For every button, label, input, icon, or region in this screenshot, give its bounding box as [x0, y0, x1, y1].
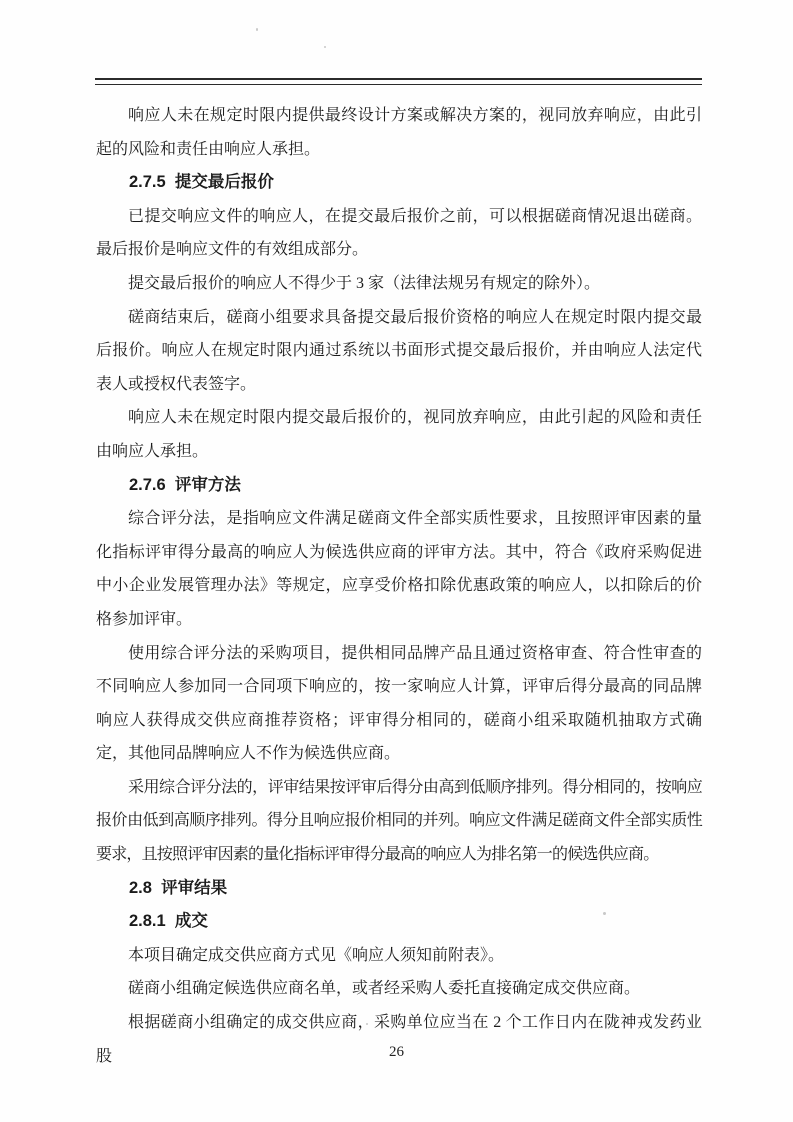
header-double-rule: [95, 78, 702, 85]
paragraph-candidate-list: 磋商小组确定候选供应商名单，或者经采购人委托直接确定成交供应商。: [128, 980, 641, 998]
paragraph-same-brand-rule: 使用综合评分法的采购项目，提供相同品牌产品且通过资格审查、符合性审查的不同响应人参加同一合同项下响应的，按一家响应人计算，评审后得分最高的同品牌响应人获得成交供应商推荐资格；评审得分相同的，磋商小组采取随机抽取方式确定，其他同品牌响应人不作为候选供应商。: [96, 644, 702, 763]
section-heading-2-7-5: 2.7.5 提交最后报价: [129, 173, 274, 192]
section-heading-2-8-1: 2.8.1 成交: [129, 912, 208, 931]
section-heading-2-7-6: 2.7.6 评审方法: [129, 475, 241, 494]
page-number: 26: [389, 1044, 404, 1060]
paragraph-final-quote-waiver: 响应人未在规定时限内提交最后报价的，视同放弃响应，由此引起的风险和责任由响应人承担。: [96, 409, 702, 460]
scan-speck: [324, 46, 326, 48]
paragraph-ranking-rule: 采用综合评分法的，评审结果按评审后得分由高到低顺序排列。得分相同的，按响应报价由低到高顺序排列。得分且响应报价相同的并列。响应文件满足磋商文件全部实质性要求，且按照评审因素的量化指标评审得分最高的响应人为排名第一的候选供应商。: [96, 778, 702, 864]
paragraph-final-design-waiver: 响应人未在规定时限内提供最终设计方案或解决方案的，视同放弃响应，由此引起的风险和责任由响应人承担。: [96, 107, 702, 158]
paragraph-award-method: 本项目确定成交供应商方式见《响应人须知前附表》。: [128, 946, 505, 964]
paragraph-award-notice: 根据磋商小组确定的成交供应商，采购单位应当在 2 个工作日内在陇神戎发药业股: [96, 1014, 702, 1065]
document-body: [96, 99, 702, 1073]
paragraph-minimum-three-bidders: 提交最后报价的响应人不得少于 3 家（法律法规另有规定的除外）。: [128, 274, 601, 292]
paragraph-withdraw-before-quote: 已提交响应文件的响应人，在提交最后报价之前，可以根据磋商情况退出磋商。最后报价是响应文件的有效组成部分。: [96, 207, 702, 259]
paragraph-scoring-method: 综合评分法，是指响应文件满足磋商文件全部实质性要求，且按照评审因素的量化指标评审得分最高的响应人为候选供应商的评审方法。其中，符合《政府采购促进中小企业发展管理办法》等规定，应享受价格扣除优惠政策的响应人，以扣除后的价格参加评审。: [96, 510, 702, 628]
section-heading-2-8: 2.8 评审结果: [129, 878, 228, 897]
scan-speck: [256, 28, 258, 31]
paragraph-final-quote-submission: 磋商结束后，磋商小组要求具备提交最后报价资格的响应人在规定时限内提交最后报价。响应人在规定时限内通过系统以书面形式提交最后报价，并由响应人法定代表人或授权代表签字。: [96, 308, 702, 393]
